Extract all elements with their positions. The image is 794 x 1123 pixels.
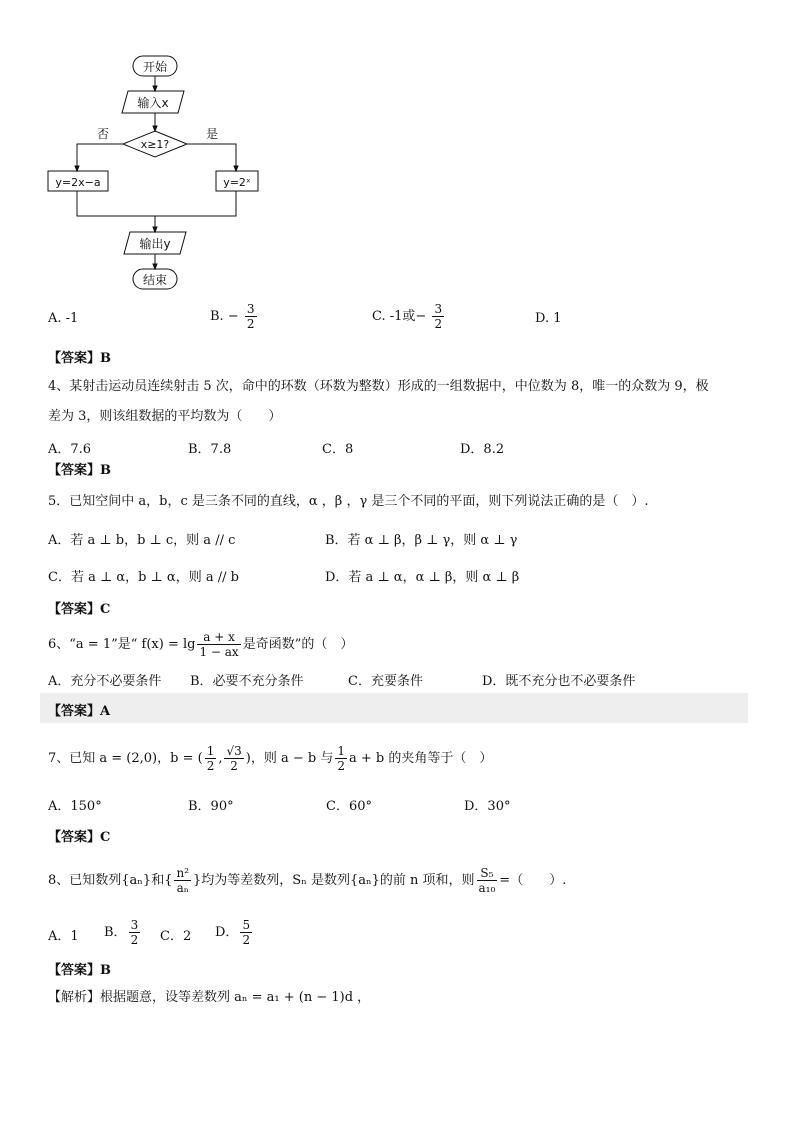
q3-b-fraction xyxy=(245,302,257,331)
q7-answer: 【答案】C xyxy=(48,830,111,845)
q3-b-num: 3 xyxy=(246,302,255,316)
q8-b-den: 2 xyxy=(130,933,139,947)
q8-frac1-den: aₙ xyxy=(176,881,189,895)
q8-d-num: 5 xyxy=(242,918,251,932)
q5-option-c: C．若 a ⊥ α，b ⊥ α，则 a // b xyxy=(48,570,239,585)
q5-option-d: D．若 a ⊥ α，α ⊥ β，则 α ⊥ β xyxy=(325,570,520,585)
q8-stem xyxy=(48,866,566,895)
q3-b-den: 2 xyxy=(246,317,255,331)
q4-option-b: B．7.8 xyxy=(188,442,232,457)
q7-frac2 xyxy=(224,744,243,773)
q7-prefix: 7、已知 a = (2,0)，b = ( xyxy=(48,751,203,766)
q8-b-num: 3 xyxy=(130,918,139,932)
q7-frac2-num: √3 xyxy=(226,744,242,758)
flow-condition: x≥1? xyxy=(140,138,170,151)
q8-mid: }均为等差数列，Sₙ 是数列{aₙ}的前 n 项和，则 xyxy=(193,873,475,888)
q6-option-c: C．充要条件 xyxy=(348,674,423,689)
q4-option-d: D．8.2 xyxy=(460,442,505,457)
q3-c-prefix: C. -1或− xyxy=(372,309,427,324)
q5-option-a: A．若 a ⊥ b，b ⊥ c，则 a // c xyxy=(48,533,236,548)
q6-suffix: 是奇函数”的（ ） xyxy=(242,637,354,652)
q6-prefix: 6、“a = 1”是“ f(x) = lg xyxy=(48,637,196,652)
q7-frac1-den: 2 xyxy=(206,759,215,773)
q7-frac2-den: 2 xyxy=(230,759,238,773)
q8-suffix: =（ ）. xyxy=(499,873,567,888)
q7-stem: 7、已知 a = (2,0)，b = ( $\frac{1}{2}$ , $\frac{√3}{2}$ )，则 a − b 与 $\frac{1}{2}$ a + b 的夹角等于（ ） xyxy=(48,744,493,773)
q7-frac1 xyxy=(205,744,217,773)
q7-frac3 xyxy=(335,744,347,773)
q3-c-num: 3 xyxy=(434,302,443,316)
q8-frac1-num: n² xyxy=(176,866,190,880)
q4-stem-line1: 4、某射击运动员连续射击 5 次，命中的环数（环数为整数）形成的一组数据中，中位数为 8，唯一的众数为 9，极 xyxy=(48,379,709,394)
q8-frac1 xyxy=(174,866,191,895)
q7-option-b: B．90° xyxy=(188,799,234,814)
q3-option-d: D. 1 xyxy=(535,311,562,326)
q3-c-den: 2 xyxy=(434,317,443,331)
q6-stem xyxy=(48,630,353,659)
q8-analysis: 【解析】根据题意，设等差数列 aₙ = a₁ + (n − 1)d ， xyxy=(48,990,371,1005)
q8-answer: 【答案】B xyxy=(48,963,111,978)
q6-fraction xyxy=(197,630,240,659)
q8-option-b xyxy=(104,918,142,947)
flow-output: 输出y xyxy=(139,237,171,251)
q7-mid: )，则 a − b 与 xyxy=(245,751,334,766)
q7-frac3-den: 2 xyxy=(337,759,345,773)
q6-option-a: A．充分不必要条件 xyxy=(48,674,162,689)
q8-frac2-num: S₅ xyxy=(477,866,498,881)
flowchart xyxy=(40,50,260,295)
q7-frac1-num: 1 xyxy=(206,744,215,758)
q4-option-a: A．7.6 xyxy=(48,442,92,457)
q6-den: 1 − ax xyxy=(199,645,239,659)
q3-answer: 【答案】B xyxy=(48,351,111,366)
q7-option-c: C．60° xyxy=(326,799,372,814)
q7-option-a: A．150° xyxy=(48,799,102,814)
q5-option-b: B．若 α ⊥ β，β ⊥ γ，则 α ⊥ γ xyxy=(325,533,518,548)
q3-option-a: A. -1 xyxy=(48,311,79,326)
q3-c-fraction xyxy=(432,302,444,331)
q6-option-b: B．必要不充分条件 xyxy=(190,674,304,689)
q7-suffix: a + b 的夹角等于（ ） xyxy=(348,751,493,766)
flow-start: 开始 xyxy=(142,60,168,74)
answer-highlight xyxy=(40,693,748,723)
q7-option-d: D．30° xyxy=(464,799,511,814)
q3-option-c xyxy=(372,302,446,331)
q4-option-c: C．8 xyxy=(322,442,354,457)
flow-no: 否 xyxy=(96,127,110,141)
q8-option-a: A．1 xyxy=(48,929,79,944)
q8-d-den: 2 xyxy=(242,933,251,947)
q8-option-c: C．2 xyxy=(160,929,192,944)
flow-yes: 是 xyxy=(205,127,219,141)
flow-left-box: y=2x−a xyxy=(55,176,101,189)
q8-d-fraction xyxy=(240,918,252,947)
q8-frac2-den: a₁₀ xyxy=(478,881,496,895)
q4-stem-line2: 差为 3，则该组数据的平均数为（ ） xyxy=(48,409,282,424)
q8-b-prefix: B． xyxy=(104,925,127,940)
q8-frac2 xyxy=(477,866,498,895)
q8-b-fraction xyxy=(129,918,141,947)
q8-option-d xyxy=(215,918,254,947)
q8-prefix: 8、已知数列{aₙ}和{ xyxy=(48,873,173,888)
q6-answer: 【答案】A xyxy=(48,704,111,719)
q4-answer: 【答案】B xyxy=(48,463,111,478)
q5-answer: 【答案】C xyxy=(48,602,111,617)
q5-stem: 5．已知空间中 a，b，c 是三条不同的直线，α ，β ，γ 是三个不同的平面，则下列说法正确的是（ ）. xyxy=(48,494,649,509)
q3-b-prefix: B. − xyxy=(210,309,239,324)
flow-end: 结束 xyxy=(142,273,168,287)
q6-option-d: D．既不充分也不必要条件 xyxy=(482,674,636,689)
q6-num: a + x xyxy=(197,630,240,645)
q7-frac3-num: 1 xyxy=(337,744,345,758)
q8-d-prefix: D． xyxy=(215,925,239,940)
flow-right-box: y=2ˣ xyxy=(223,176,251,189)
q3-option-b xyxy=(210,302,259,331)
flow-input: 输入x xyxy=(137,96,169,110)
